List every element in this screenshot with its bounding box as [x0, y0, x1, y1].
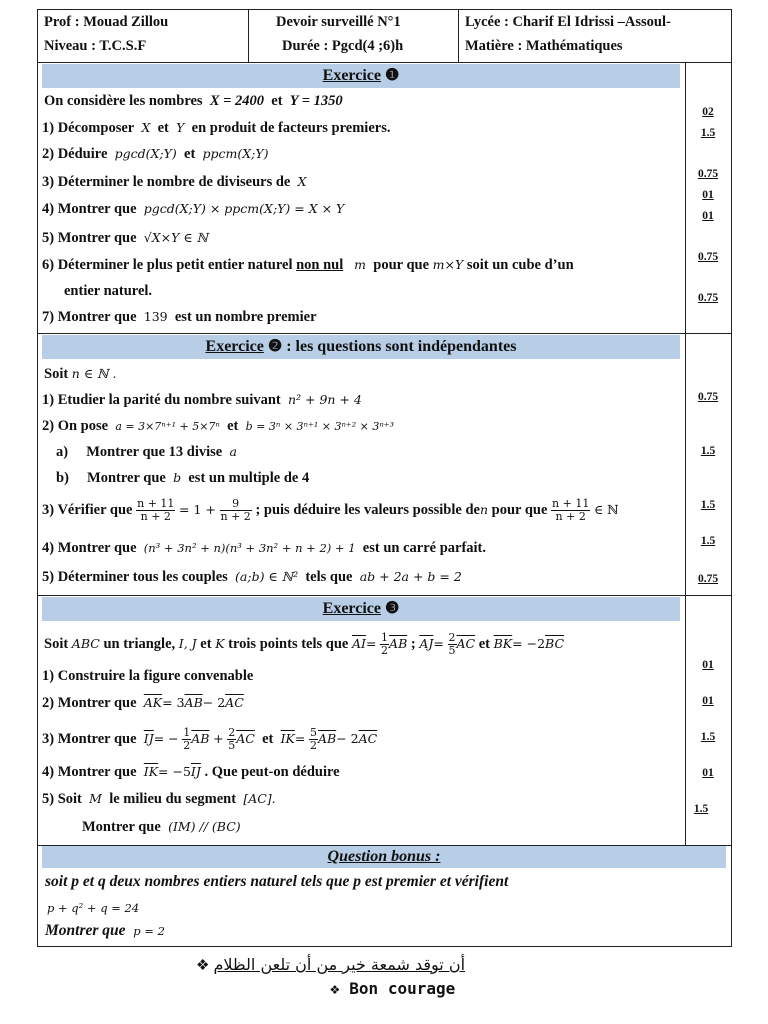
- ex1-question-6-cont: entier naturel.: [64, 283, 153, 299]
- footer-courage: [330, 979, 455, 998]
- ex3-score-5: 1.5: [693, 803, 709, 815]
- ex2-score-3: 1.5: [700, 499, 716, 511]
- ex2-question-1: 1) Etudier la parité du nombre suivant n² + 9n + 4: [42, 392, 362, 408]
- ex1-score-1: 02: [702, 106, 714, 118]
- ex1-question-1: 1) Décomposer X et Y en produit de facteurs premiers.: [42, 120, 391, 136]
- ex3-score-1: 01: [702, 659, 714, 671]
- ex1-intro: On considère les nombres X = 2400 et Y = 1350: [44, 93, 343, 109]
- ex3-question-4: 4) Montrer que $\overline{IK}= -5\overline{IJ}$ . Que peut-on déduire: [42, 764, 340, 780]
- exercise-1-number-badge: ❶: [385, 67, 400, 84]
- exercise-3-banner: [42, 597, 680, 621]
- bullet-icon: ❖: [196, 958, 210, 974]
- ex3-score-3: 1.5: [700, 731, 716, 743]
- ex3-intro: Soit ABC un triangle, I, J et K trois points tels que $\overline{AI}=$ $\frac{1}{2}$ $\overline{AB}$ ; $\overline{AJ}=$ $\frac{2}{5}$ $\overline{AC}$ et $\overline{BK}= -2\overline{BC}$: [44, 631, 565, 657]
- ex2-score-1: 0.75: [697, 391, 719, 403]
- ex1-question-4: 4) Montrer que pgcd(X;Y) × ppcm(X;Y) = X × Y: [42, 201, 345, 217]
- ex2-question-2: 2) On pose a = 3×7ⁿ⁺¹ + 5×7ⁿ et b = 3ⁿ × 3ⁿ⁺¹ × 3ⁿ⁺² × 3ⁿ⁺³: [42, 418, 394, 434]
- ex2-question-3: 3) Vérifier que $\frac{n + 11}{n + 2}$ = 1 + $\frac{9}{n + 2}$ ; puis déduire les valeurs possible den pour que $\frac{n + 11}{n + 2}$ ∈ ℕ: [42, 497, 619, 523]
- ex2-question-2b: b) Montrer que b est un multiple de 4: [56, 470, 310, 486]
- ex1-question-7: 7) Montrer que 139 est un nombre premier: [42, 309, 317, 325]
- exercise-2-subtitle: : les questions sont indépendantes: [286, 338, 517, 355]
- exercise-2-banner: [42, 335, 680, 359]
- arabic-proverb: أن توقد شمعة خير من أن تلعن الظلام: [213, 955, 466, 974]
- exercise-1-title: Exercice: [322, 67, 381, 84]
- exercise-1-banner: [42, 64, 680, 88]
- exercise-3-title: Exercice: [322, 600, 381, 617]
- ex1-score-7: 0.75: [697, 292, 719, 304]
- ex2-score-4: 1.5: [700, 535, 716, 547]
- exercise-3-number-badge: ❸: [385, 600, 400, 617]
- ex1-score-4: 01: [702, 189, 714, 201]
- header-prof: Prof : Mouad Zillou: [44, 14, 169, 30]
- ex3-question-5: 5) Soit M le milieu du segment [AC].: [42, 791, 276, 807]
- ex2-score-5: 0.75: [697, 573, 719, 585]
- header-niveau: Niveau : T.C.S.F: [44, 38, 147, 54]
- ex1-question-2: 2) Déduire pgcd(X;Y) et ppcm(X;Y): [42, 146, 269, 162]
- header-devoir: Devoir surveillé N°1: [276, 14, 401, 30]
- header-table: [37, 9, 732, 63]
- ex3-question-3: 3) Montrer que $\overline{IJ}=$ − $\frac{1}{2}$ $\overline{AB}$ + $\frac{2}{5}$ $\overline{AC}$ et $\overline{IK}=$ $\frac{5}{2}$ $\overline{AB}- 2\overline{AC}$: [42, 726, 378, 752]
- bonus-equation: p + q² + q = 24: [47, 901, 140, 915]
- bonus-statement: soit p et q deux nombres entiers naturel tels que p est premier et vérifient: [45, 873, 509, 890]
- exercise-2-title: Exercice: [205, 338, 264, 355]
- fraction: $\frac{n + 11}{n + 2}$: [552, 497, 590, 523]
- ex3-question-5-cont: Montrer que (IM) // (BC): [82, 819, 241, 835]
- footer-proverb: [196, 955, 465, 975]
- header-duree: Durée : Pgcd(4 ;6)h: [282, 38, 404, 54]
- bonus-question: Montrer que p = 2: [45, 922, 165, 939]
- ex1-question-6: 6) Déterminer le plus petit entier naturel non nul m pour que m×Y soit un cube d’un: [42, 257, 574, 273]
- ex1-score-2: 1.5: [700, 127, 716, 139]
- header-lycee: Lycée : Charif El Idrissi –Assoul-: [465, 14, 671, 30]
- ex3-score-2: 01: [702, 695, 714, 707]
- ex1-question-5: 5) Montrer que √X×Y ∈ ℕ: [42, 230, 208, 246]
- ex1-score-3: 0.75: [697, 168, 719, 180]
- ex1-question-3: 3) Déterminer le nombre de diviseurs de X: [42, 174, 307, 190]
- ex2-question-2a: a) Montrer que 13 divise a: [56, 444, 237, 460]
- fraction: $\frac{n + 11}{n + 2}$: [137, 497, 175, 523]
- ex1-score-5: 01: [702, 210, 714, 222]
- exercise-2-number-badge: ❷: [267, 338, 283, 355]
- ex2-question-4: 4) Montrer que (n³ + 3n² + n)(n³ + 3n² + n + 2) + 1 est un carré parfait.: [42, 540, 487, 556]
- header-matiere: Matière : Mathématiques: [465, 38, 623, 54]
- bullet-icon: ❖: [330, 979, 340, 998]
- bonus-banner: [42, 846, 726, 868]
- ex1-x-definition: X = 2400: [209, 93, 265, 109]
- ex1-score-6: 0.75: [697, 251, 719, 263]
- ex3-question-1: 1) Construire la figure convenable: [42, 668, 254, 684]
- ex2-score-2: 1.5: [700, 445, 716, 457]
- ex2-question-5: 5) Déterminer tous les couples (a;b) ∈ ℕ² tels que ab + 2a + b = 2: [42, 569, 462, 585]
- bon-courage-text: Bon courage: [349, 979, 456, 998]
- bonus-title: Question bonus :: [327, 848, 441, 865]
- ex3-score-4: 01: [702, 767, 714, 779]
- ex1-y-definition: Y = 1350: [289, 93, 343, 109]
- fraction: $\frac{9}{n + 2}$: [220, 497, 251, 523]
- ex3-question-2: 2) Montrer que $\overline{AK}= 3\overline{AB}- 2\overline{AC}$: [42, 695, 244, 711]
- ex2-intro: Soit n ∈ ℕ .: [44, 366, 117, 382]
